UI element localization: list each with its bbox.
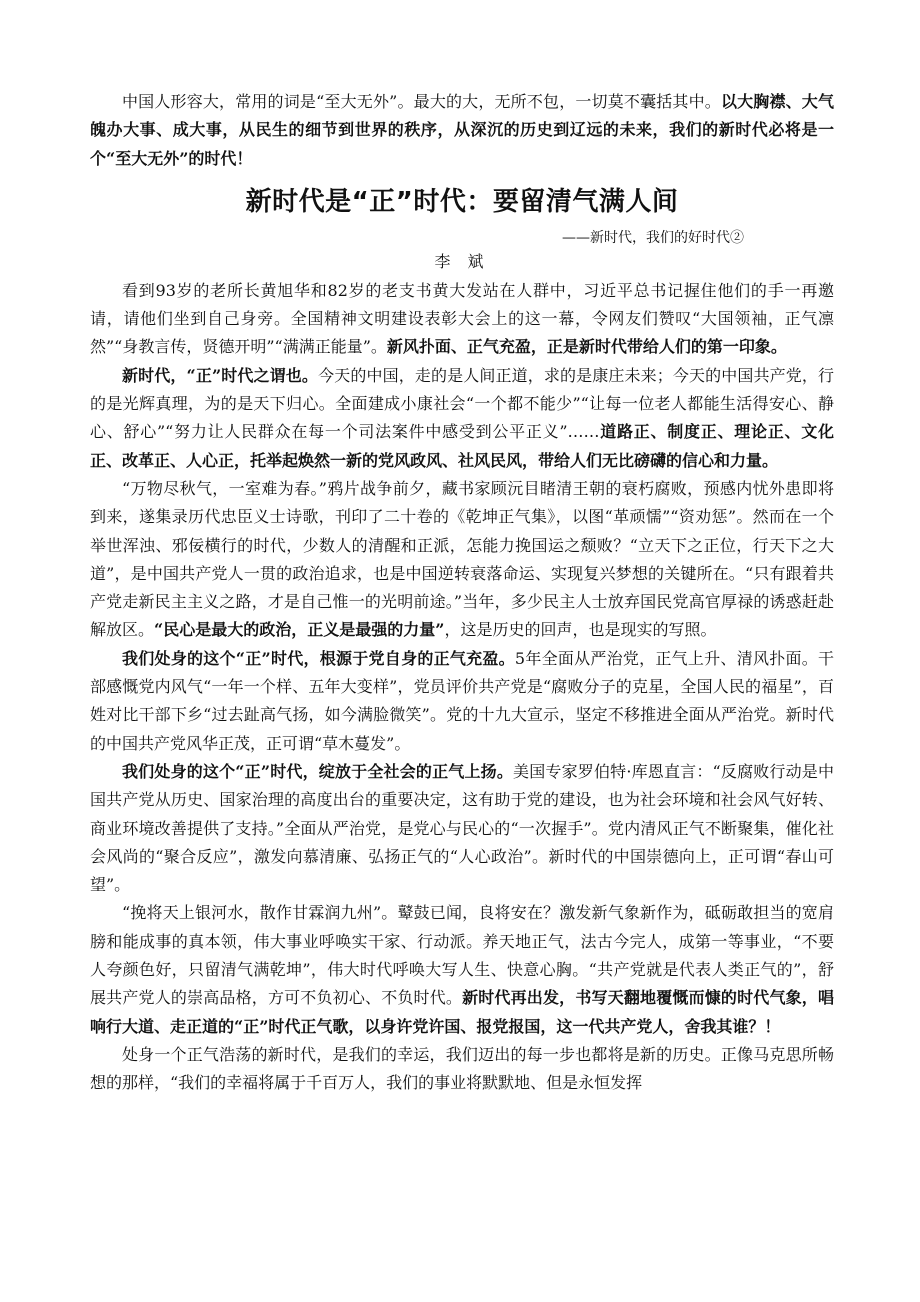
paragraph-1 bbox=[90, 277, 834, 362]
paragraph-text: 5年全面从严治党，正气上升、清风扑面。干部感慨党内风气“一年一个样、五年大变样”，党员评价共产党是“腐败分子的克星，全国人民的福星”，百姓对比干部下乡“过去趾高气扬，如今满脸微笑”。党的十九大宣示，坚定不移推进全面从严治党。新时代的中国共产党风华正茂，正可谓“草木蔓发”。 bbox=[90, 648, 834, 753]
paragraph-bold-lead: 我们处身的这个“正”时代，绽放于全社会的正气上扬。 bbox=[122, 761, 514, 781]
paragraph-text: 美国专家罗伯特·库恩直言：“反腐败行动是中国共产党从历史、国家治理的高度出台的重要决定，这有助于党的建设，也为社会环境和社会风气好转、商业环境改善提供了支持。”全面从严治党，是党心与民心的“一次握手”。党内清风正气不断聚集，催化社会风尚的“聚合反应”，激发向慕清廉、弘扬正气的“人心政治”。新时代的中国崇德向上，正可谓“春山可望”。 bbox=[90, 761, 834, 895]
article-title: 新时代是“正”时代：要留清气满人间 bbox=[245, 186, 679, 217]
paragraph-bold-lead: 我们处身的这个“正”时代，根源于党自身的正气充盈。 bbox=[122, 648, 515, 668]
paragraph-bold-lead: 新时代，“正”时代之谓也。 bbox=[122, 365, 319, 385]
paragraph-text: “万物尽秋气，一室难为春。”鸦片战争前夕，藏书家顾沅目睹清王朝的衰朽腐败，预感内忧外患即将到来，遂集录历代忠臣义士诗歌，刊印了二十卷的《乾坤正气集》，以图“革顽懦”“资劝惩”。然而在一个举世浑浊、邪佞横行的时代，少数人的清醒和正派，怎能力挽国运之颓败？“立天下之正位，行天下之大道”，是中国共产党人一贯的政治追求，也是中国逆转衰落命运、实现复兴梦想的关键所在。“只有跟着共产党走新民主主义之路，才是自己惟一的光明前途。”当年，多少民主人士放弃国民党高官厚禄的诱惑赶赴解放区。 bbox=[90, 478, 834, 640]
paragraph-3 bbox=[90, 475, 834, 645]
paragraph-text: 今天的中国，走的是人间正道，求的是康庄未来；今天的中国共产党，行的是光辉真理，为的是天下归心。全面建成小康社会“一个都不能少”“让每一位老人都能生活得安心、静心、舒心”“努力让人民群众在每一个司法案件中感受到公平正义”…… bbox=[90, 365, 834, 442]
paragraph-bold-text: 新时代再出发，书写天翻地覆慨而慷的时代气象，唱响行大道、走正道的“正”时代正气歌，以身许党许国、报党报国，这一代共产党人，舍我其谁？！ bbox=[90, 988, 834, 1036]
article-subtitle: ——新时代，我们的好时代② bbox=[562, 229, 744, 246]
paragraph-2 bbox=[90, 362, 834, 475]
paragraph-text: 看到93岁的老所长黄旭华和82岁的老支书黄大发站在人群中，习近平总书记握住他们的手一再邀请，请他们坐到自己身旁。全国精神文明建设表彰大会上的这一幕，令网友们赞叹“大国领袖，正气凛然”“身教言传，贤德开明”“满满正能量”。 bbox=[90, 280, 834, 357]
intro-bold-text: 以大胸襟、大气魄办大事、成大事，从民生的细节到世界的秩序，从深沉的历史到辽远的未来，我们的新时代必将是一个“至大无外”的时代！ bbox=[90, 92, 834, 168]
intro-paragraph bbox=[90, 88, 834, 173]
paragraph-bold-text: “民心是最大的政治，正义是最强的力量” bbox=[154, 620, 445, 640]
article-author: 李 斌 bbox=[434, 251, 490, 271]
paragraph-tail-text: ，这是历史的回声，也是现实的写照。 bbox=[444, 620, 717, 640]
paragraph-text: 处身一个正气浩荡的新时代，是我们的幸运，我们迈出的每一步也都将是新的历史。正像马克思所畅想的那样，“我们的幸福将属于千百万人，我们的事业将默默地、但是永恒发挥 bbox=[90, 1044, 834, 1093]
paragraph-5 bbox=[90, 758, 834, 899]
paragraph-bold-text: 道路正、制度正、理论正、文化正、改革正、人心正，托举起焕然一新的党风政风、社风民风，带给人们无比磅礴的信心和力量。 bbox=[90, 422, 834, 470]
paragraph-7 bbox=[90, 1041, 834, 1098]
paragraph-text: “挽将天上银河水，散作甘霖润九州”。鼙鼓已闻，良将安在？激发新气象新作为，砥砺敢担当的宽肩膀和能成事的真本领，伟大事业呼唤实干家、行动派。养天地正气，法古今完人，成第一等事业，“不要人夸颜色好，只留清气满乾坤”，伟大时代呼唤大写人生、快意心胸。“共产党就是代表人类正气的”，舒展共产党人的崇高品格，方可不负初心、不负时代。 bbox=[90, 903, 834, 1008]
paragraph-6 bbox=[90, 899, 834, 1040]
paragraph-bold-text: 新风扑面、正气充盈，正是新时代带给人们的第一印象。 bbox=[386, 337, 787, 357]
document-page bbox=[90, 88, 834, 1098]
intro-text: 中国人形容大，常用的词是“至大无外”。最大的大，无所不包，一切莫不囊括其中。 bbox=[122, 92, 721, 111]
paragraph-4 bbox=[90, 645, 834, 758]
